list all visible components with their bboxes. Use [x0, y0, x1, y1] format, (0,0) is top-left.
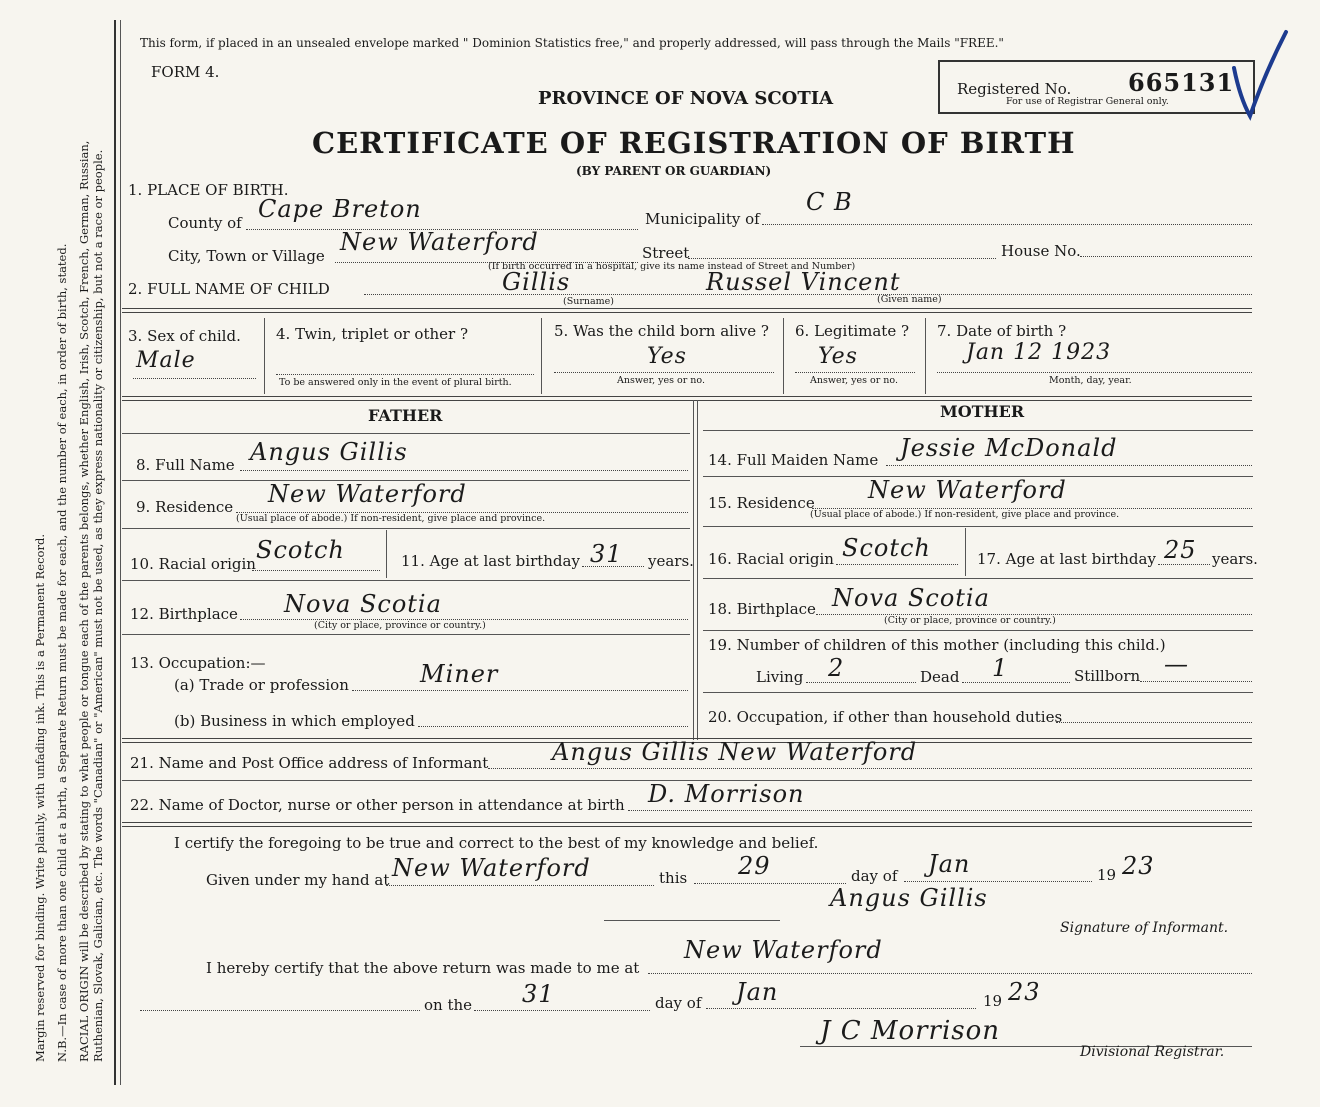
child-name-label: 2. FULL NAME OF CHILD — [128, 280, 330, 298]
father-racial-origin: Scotch — [256, 536, 345, 564]
return-month: Jan — [736, 978, 779, 1006]
this-label: this — [659, 869, 688, 887]
province-heading: PROVINCE OF NOVA SCOTIA — [538, 88, 834, 109]
column-divider — [693, 400, 694, 740]
trade-label: (a) Trade or profession — [174, 676, 349, 694]
return-year: 23 — [1008, 978, 1041, 1006]
date-of-birth-note: Month, day, year. — [1049, 375, 1132, 386]
form-number: FORM 4. — [151, 63, 220, 81]
living-label: Living — [756, 668, 804, 686]
county-value: Cape Breton — [258, 195, 422, 223]
registrar-note: For use of Registrar General only. — [1006, 96, 1169, 107]
father-heading: FATHER — [368, 406, 443, 425]
divider — [122, 396, 1252, 401]
informant-signature-caption: Signature of Informant. — [1060, 920, 1229, 936]
given-day: 29 — [738, 852, 771, 880]
mother-residence-note: (Usual place of abode.) If non-resident, give place and province. — [810, 509, 1120, 520]
date-of-birth-label: 7. Date of birth ? — [937, 322, 1067, 340]
page-subtitle: (BY PARENT OR GUARDIAN) — [576, 164, 772, 178]
sex-value: Male — [136, 348, 196, 373]
margin-note-4: Ruthenian, Slovak, Galician, etc. The words "Canadian" or "American" must not be used, as they express nationality or citizenship, but not a race or people. — [91, 149, 105, 1062]
mother-racial-label: 16. Racial origin — [708, 550, 834, 568]
county-label: County of — [168, 214, 242, 232]
on-the-label: on the — [424, 996, 473, 1014]
alive-label: 5. Was the child born alive ? — [554, 322, 769, 340]
legitimate-value: Yes — [818, 344, 858, 369]
father-residence-label: 9. Residence — [136, 498, 234, 516]
registered-label: Registered No. — [957, 80, 1072, 98]
mother-residence: New Waterford — [868, 476, 1067, 504]
father-trade: Miner — [420, 660, 499, 688]
divider — [122, 308, 1252, 313]
father-racial-label: 10. Racial origin — [130, 555, 256, 573]
child-surname: Gillis — [502, 268, 571, 296]
sex-label: 3. Sex of child. — [128, 327, 241, 345]
mother-name-label: 14. Full Maiden Name — [708, 451, 879, 469]
given-place: New Waterford — [392, 854, 591, 882]
municipality-label: Municipality of — [645, 210, 760, 228]
father-birthplace: Nova Scotia — [284, 590, 442, 618]
surname-caption: (Surname) — [563, 296, 614, 307]
twin-label: 4. Twin, triplet or other ? — [276, 325, 468, 343]
informant-label: 21. Name and Post Office address of Informant — [130, 754, 489, 772]
father-name-label: 8. Full Name — [136, 456, 235, 474]
municipality-value: C B — [806, 188, 853, 216]
alive-note: Answer, yes or no. — [617, 375, 706, 386]
stillborn-label: Stillborn — [1074, 667, 1141, 685]
mother-occupation-label: 20. Occupation, if other than household duties — [708, 708, 1063, 726]
mother-heading: MOTHER — [940, 402, 1025, 421]
street-label: Street — [642, 244, 690, 262]
mother-name: Jessie McDonald — [900, 434, 1118, 462]
registrar-signature: J C Morrison — [820, 1016, 1001, 1046]
binding-line — [114, 20, 116, 1085]
twin-note: To be answered only in the event of plural birth. — [279, 377, 512, 388]
mother-years-label: years. — [1212, 550, 1258, 568]
business-label: (b) Business in which employed — [174, 712, 415, 730]
return-year-prefix: 19 — [983, 992, 1003, 1010]
legitimate-note: Answer, yes or no. — [810, 375, 899, 386]
place-of-birth-label: 1. PLACE OF BIRTH. — [128, 181, 289, 199]
father-name: Angus Gillis — [250, 438, 408, 466]
registered-number: 665131 — [1128, 68, 1235, 97]
doctor-value: D. Morrison — [648, 780, 805, 808]
mother-birthplace-note: (City or place, province or country.) — [884, 615, 1056, 626]
mother-birthplace-label: 18. Birthplace — [708, 600, 816, 618]
hospital-note: (If birth occurred in a hospital, give its name instead of Street and Number) — [488, 261, 856, 272]
house-number-label: House No. — [1001, 242, 1081, 260]
registrar-caption: Divisional Registrar. — [1080, 1044, 1225, 1060]
mother-birthplace: Nova Scotia — [832, 584, 990, 612]
father-years-label: years. — [648, 552, 694, 570]
alive-value: Yes — [647, 344, 687, 369]
mother-age-label: 17. Age at last birthday — [977, 550, 1156, 568]
margin-note-3: RACIAL ORIGIN will be described by stating to what people or tongue each of the parents belongs, whether English, Irish, Scotch, French, German, Russian, — [77, 140, 91, 1062]
doctor-label: 22. Name of Doctor, nurse or other person in attendance at birth — [130, 796, 625, 814]
dead-count: 1 — [992, 654, 1009, 682]
stillborn-count: — — [1164, 650, 1189, 678]
father-residence-note: (Usual place of abode.) If non-resident, give place and province. — [236, 513, 546, 524]
children-label: 19. Number of children of this mother (including this child.) — [708, 636, 1166, 654]
mother-racial-origin: Scotch — [842, 534, 931, 562]
father-occupation-label: 13. Occupation:— — [130, 654, 266, 672]
return-label: I hereby certify that the above return was made to me at — [206, 959, 640, 977]
father-age-label: 11. Age at last birthday — [401, 552, 580, 570]
given-under-label: Given under my hand at — [206, 871, 390, 889]
informant-value: Angus Gillis New Waterford — [552, 738, 918, 766]
margin-note-1: Margin reserved for binding. Write plainly, with unfading ink. This is a Permanent Record. — [33, 534, 47, 1062]
given-year-prefix: 19 — [1097, 866, 1117, 884]
margin-note-2: N.B.—In case of more than one child at a birth, a Separate Return must be made for each, and the number of each, in order of birth, stated. — [55, 243, 69, 1062]
city-label: City, Town or Village — [168, 247, 325, 265]
binding-line-inner — [120, 20, 121, 1085]
return-day-of-label: day of — [655, 994, 702, 1012]
father-birthplace-note: (City or place, province or country.) — [314, 620, 486, 631]
divider — [122, 822, 1252, 827]
city-value: New Waterford — [340, 228, 539, 256]
father-birthplace-label: 12. Birthplace — [130, 605, 238, 623]
postal-notice: This form, if placed in an unsealed envelope marked " Dominion Statistics free," and properly addressed, will pass through the Mails "FREE." — [140, 36, 1004, 50]
return-place: New Waterford — [684, 936, 883, 964]
given-year: 23 — [1122, 852, 1155, 880]
living-count: 2 — [828, 654, 845, 682]
day-of-label: day of — [851, 867, 898, 885]
informant-signature: Angus Gillis — [830, 884, 988, 912]
mother-residence-label: 15. Residence — [708, 494, 815, 512]
given-name-caption: (Given name) — [877, 294, 942, 305]
date-of-birth-value: Jan 12 1923 — [966, 340, 1112, 365]
checkmark-icon — [1230, 28, 1290, 123]
dead-label: Dead — [920, 668, 960, 686]
father-residence: New Waterford — [268, 480, 467, 508]
child-given-name: Russel Vincent — [706, 268, 901, 296]
father-age: 31 — [590, 540, 623, 568]
legitimate-label: 6. Legitimate ? — [795, 322, 910, 340]
page-title: CERTIFICATE OF REGISTRATION OF BIRTH — [312, 126, 1076, 160]
certify-statement: I certify the foregoing to be true and correct to the best of my knowledge and belief. — [174, 834, 819, 852]
given-month: Jan — [928, 850, 971, 878]
return-day: 31 — [522, 980, 555, 1008]
mother-age: 25 — [1164, 536, 1197, 564]
